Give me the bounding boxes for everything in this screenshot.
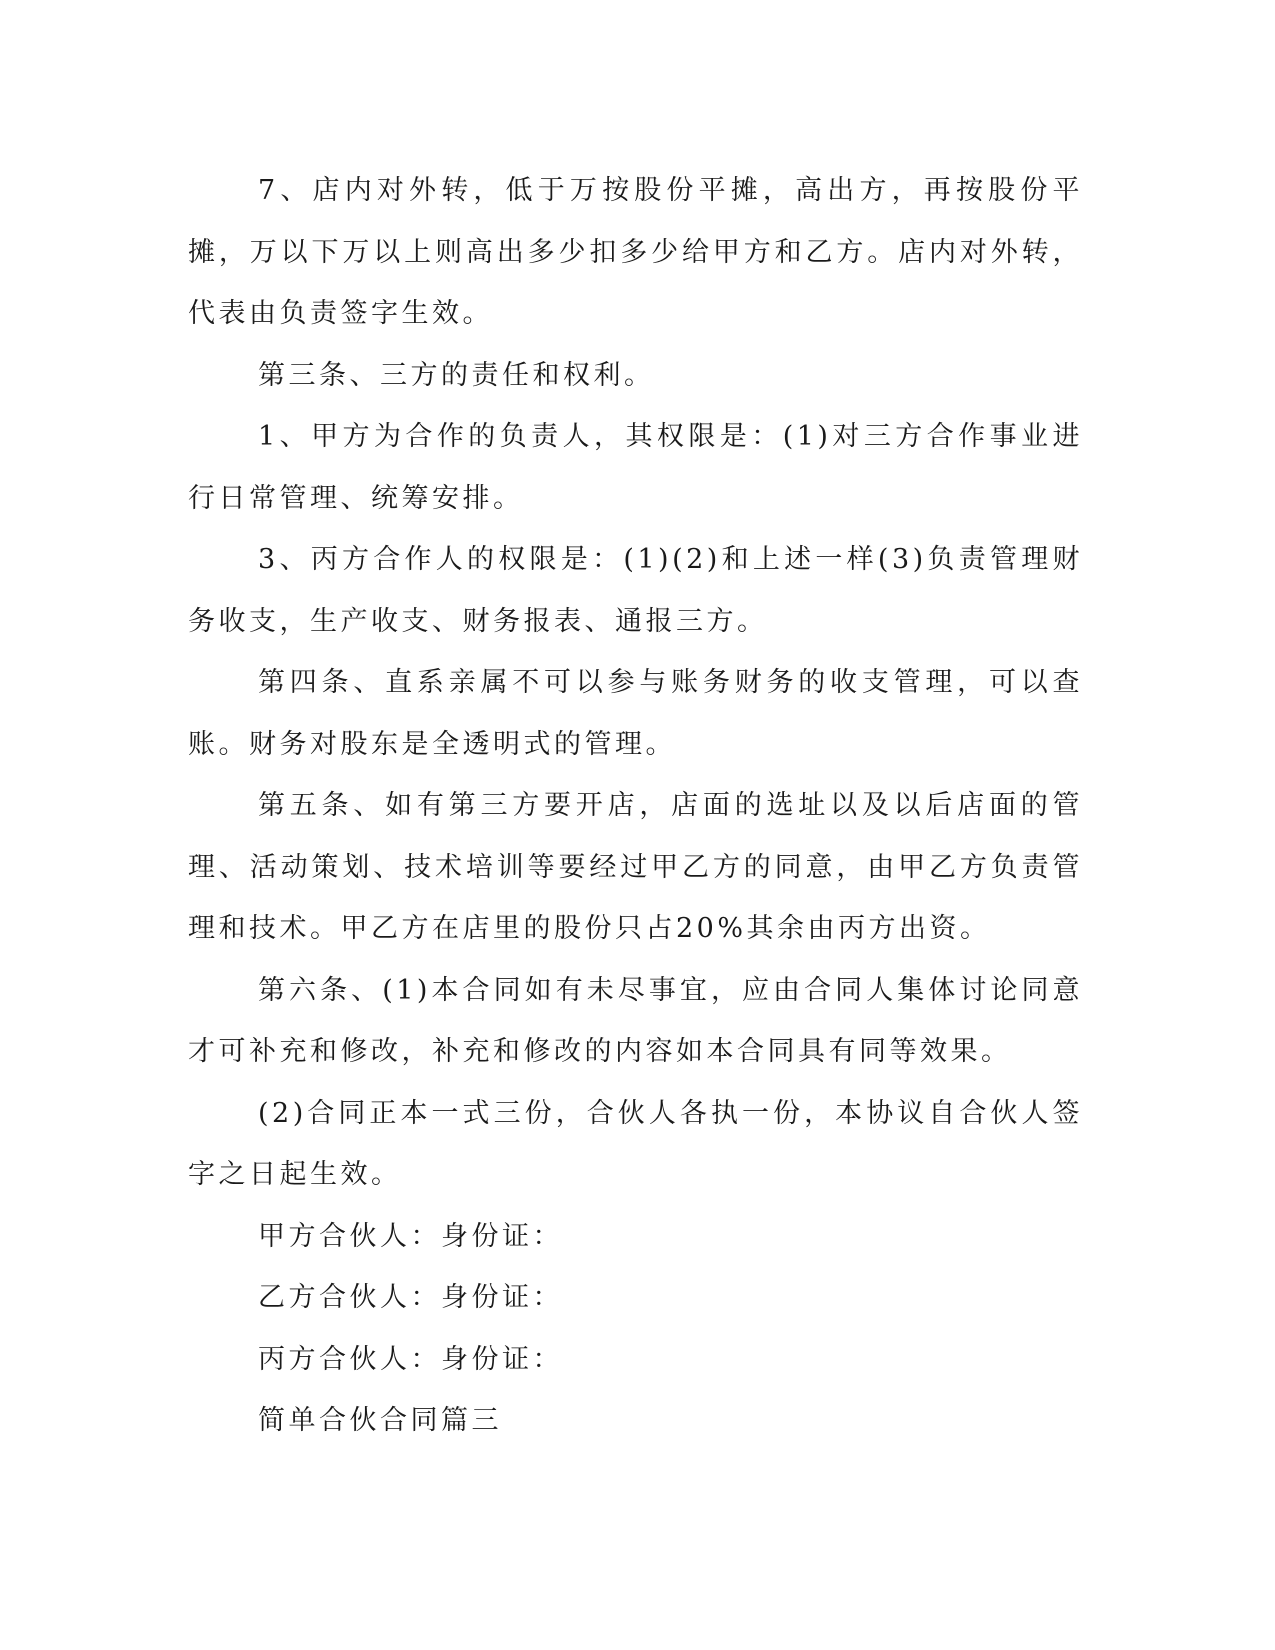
paragraph-article-5: 第五条、如有第三方要开店，店面的选址以及以后店面的管理、活动策划、技术培训等要经过甲乙方的同意，由甲乙方负责管理和技术。甲乙方在店里的股份只占20%其余由丙方出资。 [188, 790, 1083, 944]
paragraph-article-6-2: (2)合同正本一式三份，合伙人各执一份，本协议自合伙人签字之日起生效。 [188, 1097, 1083, 1190]
signature-line-party-b: 乙方合伙人：身份证： [258, 1282, 563, 1313]
paragraph-party-a-rights: 1、甲方为合作的负责人，其权限是：(1)对三方合作事业进行日常管理、统筹安排。 [188, 421, 1083, 514]
paragraph-article-4: 第四条、直系亲属不可以参与账务财务的收支管理，可以查账。财务对股东是全透明式的管理。 [188, 667, 1083, 760]
paragraph-article-6-1: 第六条、(1)本合同如有未尽事宜，应由合同人集体讨论同意才可补充和修改，补充和修改的内容如本合同具有同等效果。 [188, 974, 1083, 1067]
paragraph-clause-7: 7、店内对外转，低于万按股份平摊，高出方，再按股份平摊，万以下万以上则高出多少扣多少给甲方和乙方。店内对外转，代表由负责签字生效。 [188, 175, 1083, 329]
section-title: 简单合伙合同篇三 [258, 1405, 502, 1436]
signature-line-party-a: 甲方合伙人：身份证： [258, 1220, 563, 1252]
paragraph-article-3-heading: 第三条、三方的责任和权利。 [258, 359, 655, 391]
signature-line-party-c: 丙方合伙人：身份证： [258, 1343, 563, 1375]
paragraph-party-c-rights: 3、丙方合作人的权限是：(1)(2)和上述一样(3)负责管理财务收支，生产收支、财务报表、通报三方。 [188, 544, 1083, 637]
document-body [188, 160, 1083, 1452]
